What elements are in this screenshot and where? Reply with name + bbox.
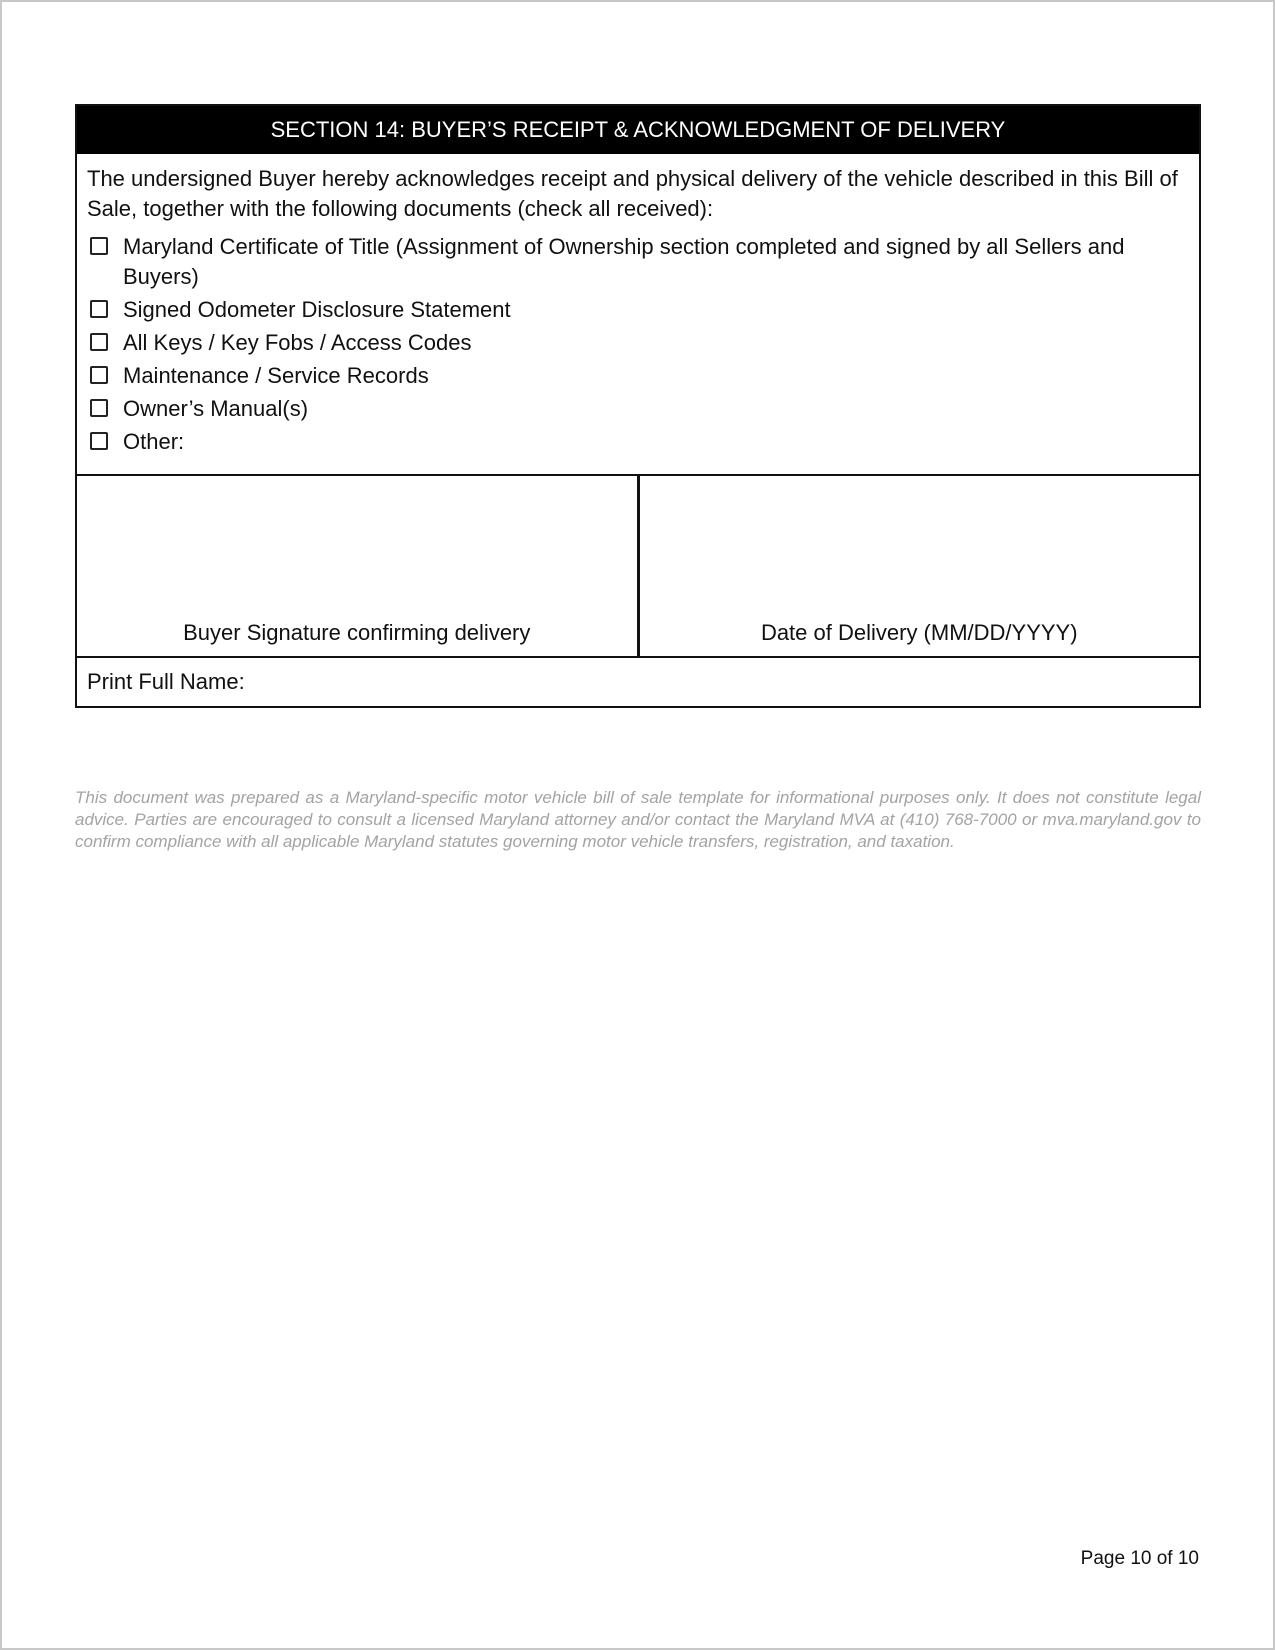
delivery-date-field[interactable]: [650, 486, 1190, 606]
checklist-item-service-records: [87, 361, 1189, 391]
section-body: [77, 154, 1199, 474]
signature-row: [77, 474, 1199, 656]
checklist-item-other: [87, 427, 1189, 457]
buyer-signature-label: Buyer Signature confirming delivery: [183, 620, 531, 645]
print-name-label: Print Full Name:: [87, 669, 245, 694]
checkbox[interactable]: [90, 399, 108, 417]
checklist-item-label: Signed Odometer Disclosure Statement: [123, 297, 511, 322]
print-name-field[interactable]: [77, 656, 1199, 706]
checkbox[interactable]: [90, 333, 108, 351]
checklist-item-label: Maintenance / Service Records: [123, 363, 429, 388]
checklist-item-odometer: [87, 295, 1189, 325]
delivery-date-cell: [637, 476, 1200, 656]
disclaimer-text: This document was prepared as a Maryland-specific motor vehicle bill of sale template for informational purposes only. It does not constitute legal advice. Parties are encouraged to consult a licensed Maryland attorney and/or contact the Maryland MVA at (410) 768-7000 or mva.maryland.gov to confirm compliance with all applicable Maryland statutes governing motor vehicle transfers, registration, and taxation.: [75, 788, 1201, 851]
checklist-item-label: Maryland Certificate of Title (Assignment of Ownership section completed and signed by all Sellers and Buyers): [123, 234, 1125, 289]
delivery-date-label: Date of Delivery (MM/DD/YYYY): [760, 620, 1078, 645]
page-number: Page 10 of 10: [1080, 1548, 1199, 1569]
checkbox[interactable]: [90, 432, 108, 450]
checklist-item-label: Owner’s Manual(s): [123, 396, 309, 421]
section-14-delivery-acknowledgment: [75, 104, 1201, 708]
checklist-item-label: Other:: [123, 429, 185, 454]
checklist-item-manuals: [87, 394, 1189, 424]
checkbox[interactable]: [90, 300, 108, 318]
intro-text: The undersigned Buyer hereby acknowledges receipt and physical delivery of the vehicle described in this Bill of Sale, together with the following documents (check all received):: [87, 166, 1178, 221]
buyer-signature-cell: [77, 476, 637, 656]
section-header: SECTION 14: BUYER’S RECEIPT & ACKNOWLEDGMENT OF DELIVERY: [77, 106, 1199, 154]
buyer-signature-field[interactable]: [87, 486, 627, 606]
checkbox[interactable]: [90, 237, 108, 255]
checklist-item-keys: [87, 328, 1189, 358]
documents-checklist: [87, 232, 1189, 457]
checklist-item-title: [87, 232, 1189, 292]
checkbox[interactable]: [90, 366, 108, 384]
checklist-item-label: All Keys / Key Fobs / Access Codes: [123, 330, 472, 355]
